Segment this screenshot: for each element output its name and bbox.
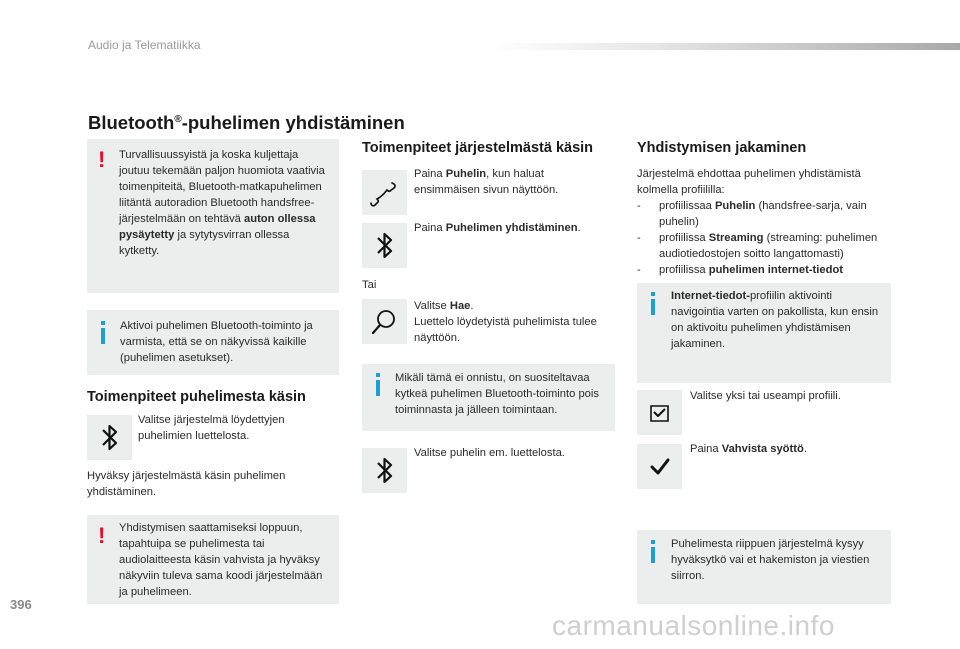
info-box-activate	[87, 310, 339, 375]
or-label: Tai	[362, 279, 377, 291]
list-text: profiilissaa	[659, 200, 715, 212]
heading-system-procedure: Toimenpiteet järjestelmästä käsin	[362, 140, 594, 156]
profiles-list	[637, 198, 895, 278]
warning-text: Yhdistymisen saattamiseksi loppuun, tapahtuipa se puhelimesta tai audiolaitteesta käsin vahvista ja hyväksy näkyviin tuleva sama koodi järjestelmään ja puhelimeen.	[119, 522, 323, 598]
list-text-bold: puhelimen internet-tiedot	[708, 264, 843, 276]
title-sup: ®	[174, 113, 182, 125]
step-press-pairing	[414, 220, 610, 236]
step-accept-pairing: Hyväksy järjestelmästä käsin puhelimen yhdistäminen.	[87, 470, 286, 498]
list-dash: -	[637, 264, 641, 276]
info-text-part: profiilin aktivointi navigointia varten on pakollista, kun ensin on aktivoitu puhelimen yhdistämisen jakaminen.	[671, 290, 879, 350]
list-item	[637, 230, 895, 262]
warning-text-bold: auton ollessa pysäytetty	[119, 213, 316, 241]
step-text: Paina	[414, 222, 446, 234]
warning-icon: !	[98, 147, 106, 172]
page-number: 396	[10, 597, 32, 612]
step-text-bold: Hae	[449, 300, 471, 312]
step-select-phone: Valitse puhelin em. luettelosta.	[414, 447, 565, 459]
list-dash: -	[637, 232, 641, 244]
step-text: .	[470, 300, 474, 312]
info-icon	[101, 321, 105, 345]
list-text: (streaming: puhelimen audiotiedostojen soitto langattomasti)	[659, 232, 878, 260]
step-text: Paina	[690, 443, 722, 455]
list-text: profiilissa	[659, 264, 709, 276]
info-text-bold: Internet-tiedot-	[671, 290, 750, 302]
header-bar	[490, 43, 960, 50]
step-text: .	[803, 443, 807, 455]
warning-text	[119, 147, 331, 259]
warning-text-part: ja sytytysvirran ollessa kytketty.	[119, 229, 290, 257]
info-box-retry	[362, 364, 615, 431]
info-icon	[651, 292, 655, 316]
warning-box-confirm	[87, 515, 339, 604]
phone-handset-icon	[362, 170, 407, 215]
checkmark-icon	[637, 444, 682, 489]
list-dash: -	[637, 200, 641, 212]
info-text: Mikäli tämä ei onnistu, on suositeltavaa kytkeä puhelimen Bluetooth-toiminto pois toiminnasta ja jälleen toimintaan.	[395, 372, 599, 416]
warning-text-part: Turvallisuussyistä ja koska kuljettaja joutuu tekemään paljon huomiota vaativia toimenpiteitä, Bluetooth-matkapuhelimen liitäntä autoradion Bluetooth handsfree-järjestelmään on tehtävä	[119, 149, 325, 225]
heading-connection-sharing: Yhdistymisen jakaminen	[637, 140, 807, 156]
info-box-internet	[637, 283, 891, 383]
section-header: Audio ja Telematiikka	[88, 38, 201, 52]
step-text: Valitse	[414, 300, 450, 312]
list-text: profiilissa	[659, 232, 709, 244]
step-text-bold: Vahvista syöttö	[721, 443, 804, 455]
warning-box-safety	[87, 139, 339, 293]
info-text: Puhelimesta riippuen järjestelmä kysyy hyväksytkö vai et hakemiston ja viestien siirron.	[671, 538, 870, 582]
watermark: carmanualsonline.info	[552, 610, 835, 641]
warning-icon: !	[98, 523, 106, 548]
info-box-transfer	[637, 530, 891, 604]
list-text: (handsfree-sarja, vain puhelin)	[659, 200, 867, 228]
list-text-bold: Puhelin	[714, 200, 756, 212]
step-text-bold: Puhelimen yhdistäminen	[445, 222, 578, 234]
magnifier-icon	[362, 299, 407, 344]
step-search	[414, 298, 614, 346]
step-select-profile: Valitse yksi tai useampi profiili.	[690, 390, 841, 402]
info-text	[671, 288, 883, 352]
step-text: .	[577, 222, 581, 234]
step-text: Paina	[414, 168, 446, 180]
info-icon	[376, 373, 380, 397]
bluetooth-icon	[362, 223, 407, 268]
info-text: Aktivoi puhelimen Bluetooth-toiminto ja varmista, että se on näkyvissä kaikille (puhelimen asetukset).	[120, 320, 313, 364]
heading-phone-procedure: Toimenpiteet puhelimesta käsin	[87, 389, 306, 405]
bluetooth-icon	[362, 448, 407, 493]
list-item	[637, 198, 895, 230]
title-rest: -puhelimen yhdistäminen	[181, 112, 405, 133]
step-text-bold: Puhelin	[445, 168, 487, 180]
step-confirm	[690, 441, 890, 457]
step-select-system: Valitse järjestelmä löydettyjen puhelimien luettelosta.	[138, 414, 285, 442]
page-title	[88, 112, 405, 134]
list-text-bold: Streaming	[708, 232, 764, 244]
profile-select-icon	[637, 390, 682, 435]
title-main: Bluetooth	[88, 112, 175, 133]
step-text: Luettelo löydetyistä puhelimista tulee näyttöön.	[414, 316, 597, 344]
bluetooth-icon	[87, 415, 132, 460]
list-item	[637, 262, 895, 278]
step-text: , kun haluat ensimmäisen sivun näyttöön.	[414, 168, 559, 196]
profiles-intro: Järjestelmä ehdottaa puhelimen yhdistämistä kolmella profiililla:	[637, 168, 861, 196]
info-icon	[651, 540, 655, 564]
step-press-phone	[414, 166, 610, 198]
